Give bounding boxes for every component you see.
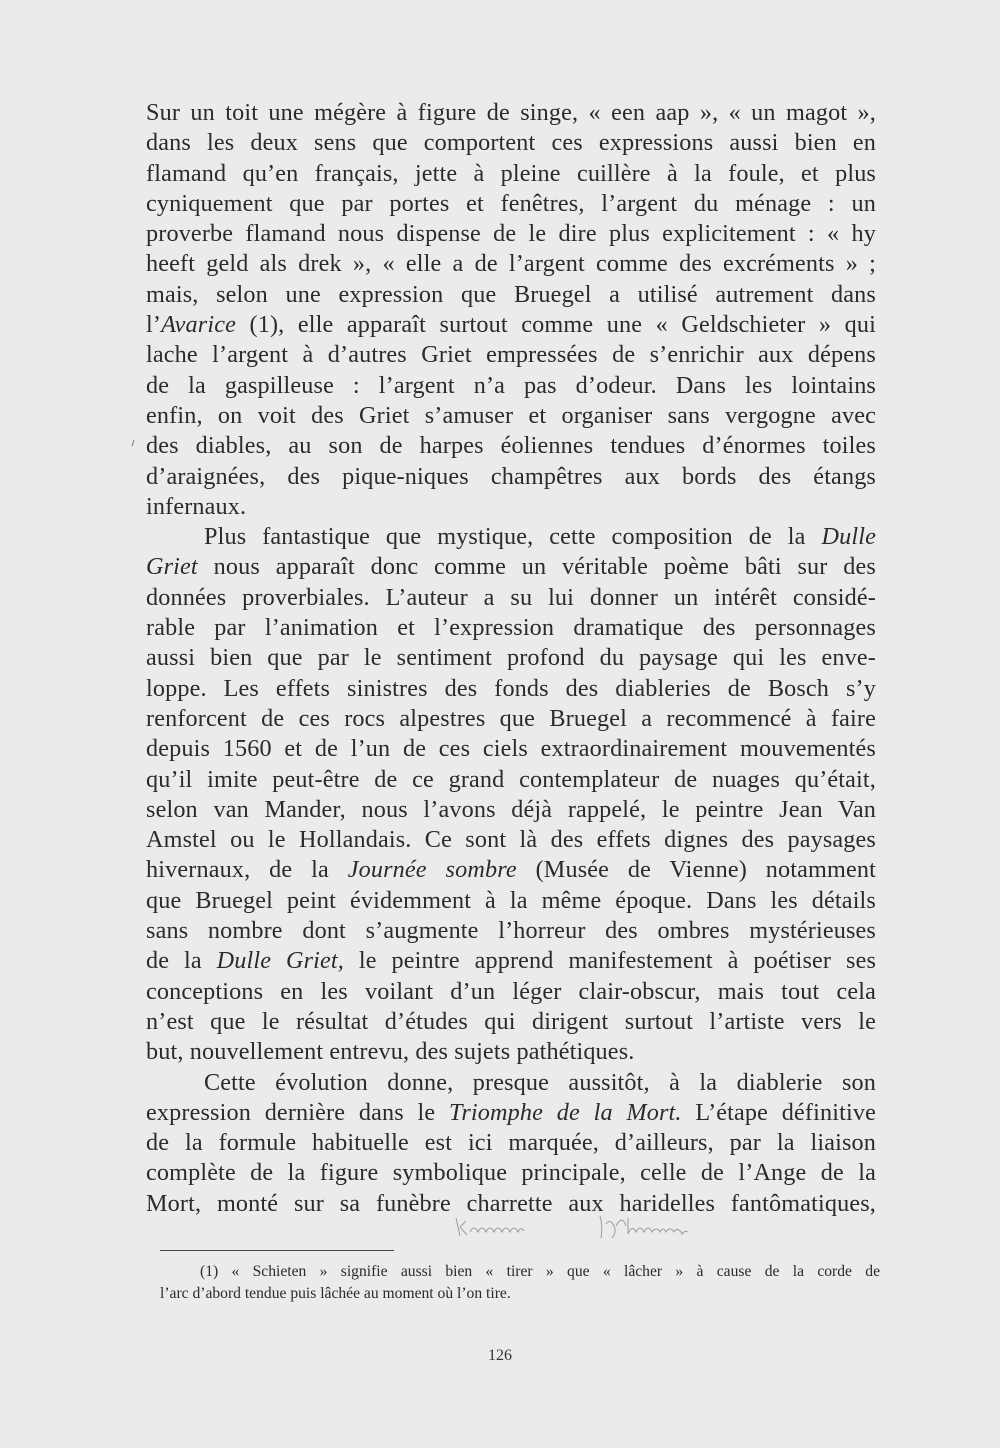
text-line: complète de la figure symbolique principale, celle de l’Ange de la bbox=[146, 1159, 876, 1187]
text-line: but, nouvellement entrevu, des sujets pathétiques. bbox=[146, 1038, 635, 1066]
text-line: flamand qu’en français, jette à pleine cuillère à la foule, et plus bbox=[146, 159, 876, 187]
footnote-rule bbox=[160, 1250, 394, 1251]
text-fragment: (Musée de Vienne) notamment bbox=[516, 856, 876, 884]
footnote-line: l’arc d’abord tendue puis lâchée au moment où l’on tire. bbox=[160, 1285, 511, 1302]
text-fragment: nous apparaît donc comme un véritable poème bâti sur des bbox=[197, 553, 876, 581]
text-line: rable par l’animation et l’expression dramatique des personnages bbox=[146, 614, 876, 642]
italic-title-dulle-griet: Dulle Griet, bbox=[216, 947, 345, 975]
italic-title-journee-sombre: Journée sombre bbox=[347, 856, 517, 884]
text-line: lache l’argent à d’autres Griet empressées de s’enrichir aux dépens bbox=[146, 341, 876, 369]
text-line: Sur un toit une mégère à figure de singe, « een aap », « un magot », bbox=[146, 99, 876, 126]
text-line bbox=[146, 552, 876, 582]
text-line: que Bruegel peint évidemment à la même époque. Dans les détails bbox=[146, 886, 876, 914]
text-line: n’est que le résultat d’études qui dirigent surtout l’artiste vers le bbox=[146, 1007, 876, 1035]
text-line: de la gaspilleuse : l’argent n’a pas d’odeur. Dans les lointains bbox=[146, 371, 876, 399]
text-line: Cette évolution donne, presque aussitôt, à la diablerie son bbox=[204, 1068, 876, 1096]
text-line: de la formule habituelle est ici marquée, d’ailleurs, par la liaison bbox=[146, 1129, 876, 1157]
italic-title-dulle: Dulle bbox=[821, 523, 876, 551]
text-fragment: (1), elle apparaît surtout comme une « Geldschieter » qui bbox=[236, 311, 876, 339]
text-line: cyniquement que par portes et fenêtres, l’argent du ménage : un bbox=[146, 189, 876, 217]
text-line: mais, selon une expression que Bruegel a utilisé autrement dans bbox=[146, 280, 876, 308]
text-line bbox=[146, 310, 876, 340]
text-line: qu’il imite peut-être de ce grand contemplateur de nuages qu’était, bbox=[146, 765, 876, 793]
text-line: depuis 1560 et de l’un de ces ciels extraordinairement mouvementés bbox=[146, 735, 876, 763]
italic-title-avarice: Avarice bbox=[161, 311, 237, 339]
footnote bbox=[160, 1261, 880, 1305]
text-fragment: l’ bbox=[146, 311, 162, 339]
text-fragment: L’étape définitive bbox=[681, 1098, 876, 1126]
text-fragment: hivernaux, de la bbox=[146, 856, 348, 884]
text-line: des diables, au son de harpes éoliennes tendues d’énormes toiles bbox=[146, 432, 876, 460]
main-text bbox=[146, 98, 876, 1219]
text-line: sans nombre dont s’augmente l’horreur des ombres mystérieuses bbox=[146, 917, 876, 945]
italic-title-triomphe: Triomphe de la Mort. bbox=[449, 1098, 682, 1126]
text-fragment: le peintre apprend manifestement à poétiser ses bbox=[344, 947, 877, 975]
text-line: heeft geld als drek », « elle a de l’argent comme des excréments » ; bbox=[146, 250, 876, 278]
text-line: loppe. Les effets sinistres des fonds des diableries de Bosch s’y bbox=[146, 674, 876, 702]
text-line: Amstel ou le Hollandais. Ce sont là des effets dignes des paysages bbox=[146, 826, 876, 854]
text-line: Mort, monté sur sa funèbre charrette aux haridelles fantômatiques, bbox=[146, 1189, 876, 1217]
pencil-annotation-left bbox=[452, 1212, 542, 1240]
pencil-annotation-right bbox=[596, 1212, 706, 1246]
text-line: aussi bien que par le sentiment profond du paysage qui les enve- bbox=[146, 644, 876, 672]
text-line bbox=[146, 522, 876, 552]
text-line: enfin, on voit des Griet s’amuser et organiser sans vergogne avec bbox=[146, 401, 876, 429]
page-number: 126 bbox=[488, 1347, 512, 1364]
italic-title-griet: Griet bbox=[146, 553, 198, 581]
paragraph-3 bbox=[146, 1068, 876, 1219]
text-line bbox=[146, 946, 876, 976]
text-line: conceptions en les voilant d’un léger clair-obscur, mais tout cela bbox=[146, 977, 876, 1005]
text-line: renforcent de ces rocs alpestres que Bruegel a recommencé à faire bbox=[146, 704, 876, 732]
text-line: infernaux. bbox=[146, 492, 247, 520]
paragraph-2 bbox=[146, 522, 876, 1067]
text-fragment: Plus fantastique que mystique, cette composition de la bbox=[204, 523, 822, 551]
text-line bbox=[146, 1098, 876, 1128]
text-fragment: de la bbox=[146, 947, 217, 975]
text-line: dans les deux sens que comportent ces expressions aussi bien en bbox=[146, 129, 876, 157]
text-fragment: expression dernière dans le bbox=[146, 1098, 450, 1126]
text-line: d’araignées, des pique-niques champêtres aux bords des étangs bbox=[146, 462, 876, 490]
margin-mark bbox=[131, 440, 135, 446]
footnote-line: (1) « Schieten » signifie aussi bien « tirer » que « lâcher » à cause de la corde de bbox=[200, 1263, 880, 1280]
paragraph-1 bbox=[146, 98, 876, 522]
text-line: proverbe flamand nous dispense de le dire plus explicitement : « hy bbox=[146, 220, 876, 248]
text-line: selon van Mander, nous l’avons déjà rappelé, le peintre Jean Van bbox=[146, 795, 876, 823]
text-line bbox=[146, 855, 876, 885]
text-line: données proverbiales. L’auteur a su lui donner un intérêt considé- bbox=[146, 583, 876, 611]
